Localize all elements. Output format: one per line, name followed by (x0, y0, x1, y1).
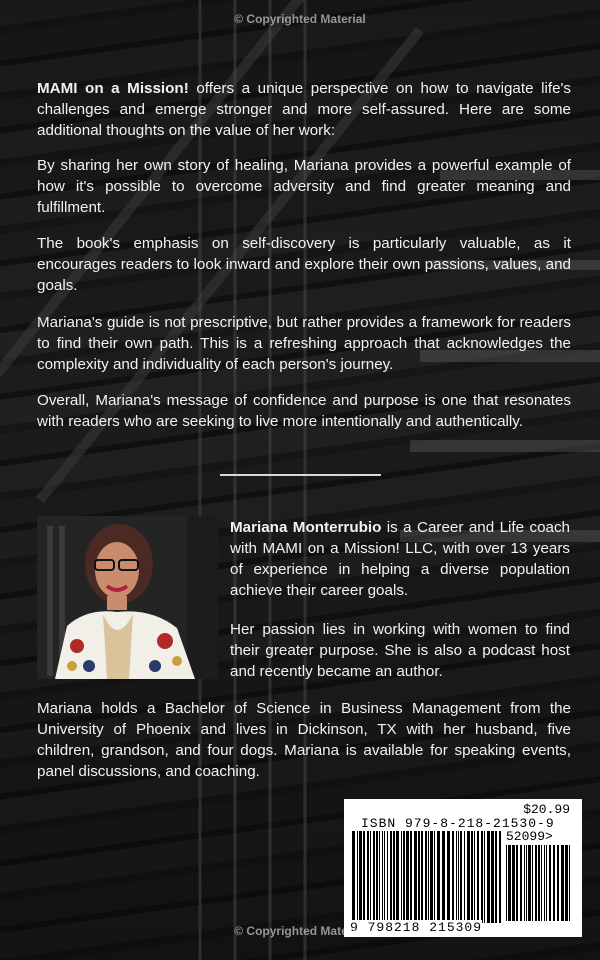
book-title: MAMI on a Mission! (37, 80, 189, 97)
barcode-box (344, 799, 582, 937)
watermark-top: © Copyrighted Material (234, 12, 366, 26)
addon-barcode-icon (506, 845, 574, 921)
paragraph-healing: By sharing her own story of healing, Mariana provides a powerful example of how it's possible to overcome adversity and find greater meaning and fulfillment. (37, 157, 571, 216)
price-label: $20.99 (523, 802, 570, 817)
isbn-label: ISBN 979-8-218-21530-9 (361, 816, 555, 831)
intro-text: offers a unique perspective on how to navigate life's challenges and emerge stronger and more self-assured. Here are some additional thoughts on the value of her work: (37, 80, 572, 139)
price-addon-label: 52099> (506, 829, 553, 844)
paragraph-overall: Overall, Mariana's message of confidence and purpose is one that resonates with readers who are seeking to live more intentionally and authentically. (37, 392, 571, 430)
author-photo (37, 516, 218, 679)
paragraph-self-discovery: The book's emphasis on self-discovery is particularly valuable, as it encourages readers to look inward and explore their own passions, values, and goals. (37, 235, 571, 294)
bio-education: Mariana holds a Bachelor of Science in Business Management from the University of Phoenix and lives in Dickinson, TX with her husband, five children, grandson, and four dogs. Mariana is available for speaking events, panel discussions, and coaching. (37, 700, 571, 780)
barcode-icon (352, 831, 502, 923)
barcode-number: 9 798218 215309 (350, 920, 483, 935)
paragraph-framework: Mariana's guide is not prescriptive, but rather provides a framework for readers to find their own path. This is a refreshing approach that acknowledges the complexity and individuality of each person's journey. (37, 314, 571, 373)
bio-intro-text: is a Career and Life coach with MAMI on a Mission! LLC, with over 13 years of experience in helping a diverse population achieve their career goals. (230, 519, 570, 599)
bio-intro (230, 517, 570, 601)
watermark-bottom: © Copyrighted Material (234, 924, 366, 938)
author-name: Mariana Monterrubio (230, 519, 382, 536)
intro-paragraph (37, 78, 571, 141)
divider-line (220, 474, 381, 476)
bio-passion: Her passion lies in working with women to find their greater purpose. She is also a podcast host and recently became an author. (230, 621, 570, 680)
